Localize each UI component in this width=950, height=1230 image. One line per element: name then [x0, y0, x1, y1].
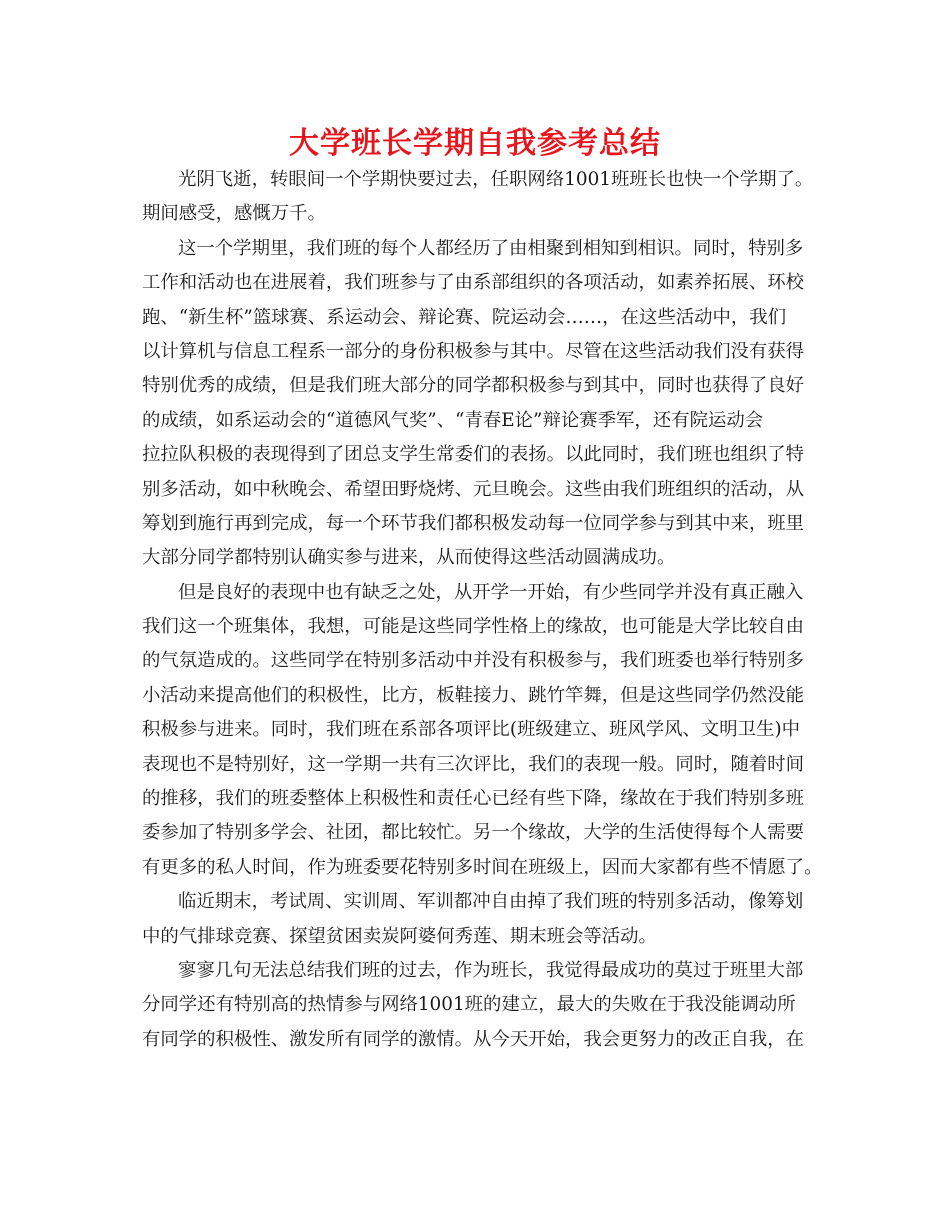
body-line: 跑、“新生杯”篮球赛、系运动会、辩论赛、院运动会……，在这些活动中，我们 — [142, 306, 787, 328]
body-line: 中的气排球竞赛、探望贫困卖炭阿婆何秀莲、期末班会等活动。 — [142, 925, 657, 947]
body-line: 工作和活动也在进展着，我们班参与了由系部组织的各项活动，如素养拓展、环校 — [142, 272, 805, 294]
body-line: 的气氛造成的。这些同学在特别多活动中并没有积极参与，我们班委也举行特别多 — [142, 650, 805, 672]
body-line: 别多活动，如中秋晚会、希望田野烧烤、元旦晚会。这些由我们班组织的活动，从 — [142, 478, 805, 500]
body-line: 的推移，我们的班委整体上积极性和责任心已经有些下降，缘故在于我们特别多班 — [142, 788, 805, 810]
document-body — [142, 163, 822, 1057]
body-line: 寥寥几句无法总结我们班的过去，作为班长，我觉得最成功的莫过于班里大部 — [178, 959, 804, 981]
body-line: 但是良好的表现中也有缺乏之处，从开学一开始，有少些同学并没有真正融入 — [178, 581, 804, 603]
body-line: 光阴飞逝，转眼间一个学期快要过去，任职网络1001班班长也快一个学期了。 — [178, 169, 814, 190]
body-line: 以计算机与信息工程系一部分的身份积极参与其中。尽管在这些活动我们没有获得 — [142, 340, 805, 362]
body-line: 有同学的积极性、激发所有同学的激情。从今天开始，我会更努力的改正自我，在 — [142, 1028, 805, 1050]
body-line: 大部分同学都特别认确实参与进来，从而使得这些活动圆满成功。 — [142, 547, 676, 569]
body-line: 期间感受，感慨万千。 — [142, 203, 326, 225]
body-line: 委参加了特别多学会、社团，都比较忙。另一个缘故，大学的生活使得每个人需要 — [142, 822, 805, 844]
body-line: 临近期末，考试周、实训周、军训都冲自由掉了我们班的特别多活动，像筹划 — [178, 891, 804, 913]
body-line: 分同学还有特别高的热情参与网络1001班的建立，最大的失败在于我没能调动所 — [142, 994, 796, 1016]
body-line: 拉拉队积极的表现得到了团总支学生常委们的表扬。以此同时，我们班也组织了特 — [142, 444, 805, 466]
document-title: 大学班长学期自我参考总结 — [289, 126, 661, 161]
body-line: 有更多的私人时间，作为班委要花特别多时间在班级上，因而大家都有些不情愿了。 — [142, 856, 823, 878]
body-line: 筹划到施行再到完成，每一个环节我们都积极发动每一位同学参与到其中来，班里 — [142, 512, 805, 534]
body-line: 小活动来提高他们的积极性，比方，板鞋接力、跳竹竿舞，但是这些同学仍然没能 — [142, 684, 805, 706]
body-line: 积极参与进来。同时，我们班在系部各项评比(班级建立、班风学风、文明卫生)中 — [142, 719, 801, 741]
body-line: 特别优秀的成绩，但是我们班大部分的同学都积极参与到其中，同时也获得了良好 — [142, 375, 805, 397]
body-line: 表现也不是特别好，这一学期一共有三次评比，我们的表现一般。同时，随着时间 — [142, 753, 805, 775]
body-line: 这一个学期里，我们班的每个人都经历了由相聚到相知到相识。同时，特别多 — [178, 237, 804, 259]
body-line: 的成绩，如系运动会的“道德风气奖”、“青春E论”辩论赛季军，还有院运动会 — [142, 409, 764, 431]
body-line: 我们这一个班集体，我想，可能是这些同学性格上的缘故，也可能是大学比较自由 — [142, 616, 805, 638]
